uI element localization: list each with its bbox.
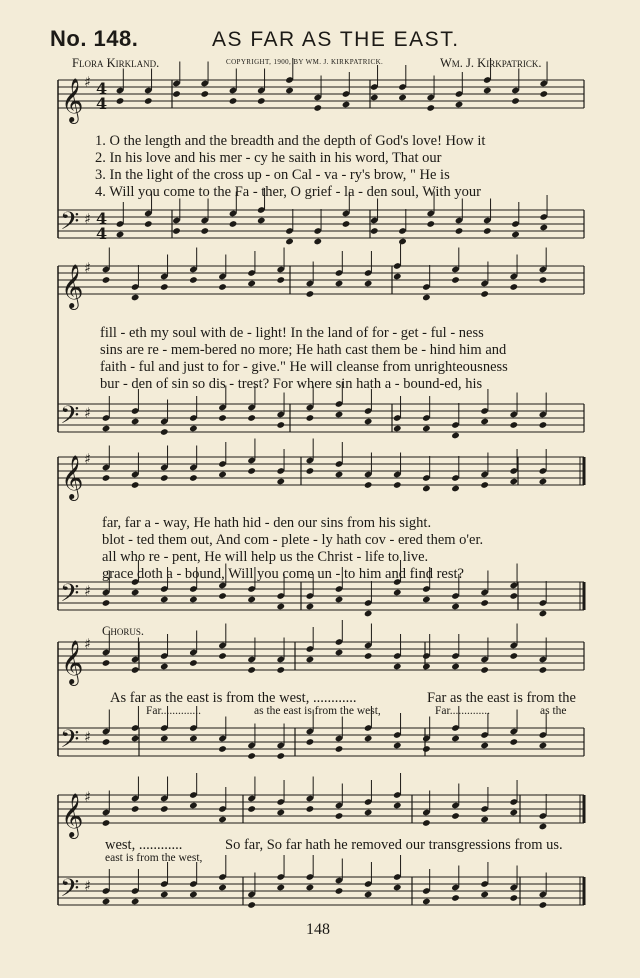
chorus-bass-echo-5: east is from the west, bbox=[105, 852, 203, 864]
note-head bbox=[393, 802, 402, 810]
note-head bbox=[393, 425, 402, 433]
note-head bbox=[160, 596, 169, 604]
lyricist-credit: Flora Kirkland. bbox=[72, 56, 160, 70]
note-head bbox=[306, 603, 315, 611]
bass-clef: 𝄢 bbox=[60, 725, 80, 760]
note-head bbox=[393, 742, 402, 750]
verse-4-line-3: grace doth a - bound, Will you come un - to him and find rest? bbox=[102, 566, 464, 582]
bass-clef: 𝄢 bbox=[60, 207, 80, 242]
chorus-line-1-lyric: As far as the east is from the west, ............ bbox=[110, 690, 357, 706]
note-head bbox=[364, 891, 373, 899]
note-head bbox=[285, 87, 294, 95]
note-head bbox=[218, 471, 227, 479]
key-signature-sharp: ♯ bbox=[84, 405, 91, 422]
note-head bbox=[398, 94, 407, 102]
chorus-bass-echo-1: Far.............. bbox=[146, 705, 201, 717]
verse-3-line-3: all who re - pent, He will help us the Christ - life to live. bbox=[102, 549, 429, 565]
note-head bbox=[393, 663, 402, 671]
note-head bbox=[511, 97, 520, 105]
note-head bbox=[398, 238, 407, 246]
note-head bbox=[160, 283, 169, 291]
note-head bbox=[102, 599, 111, 607]
key-signature-sharp: ♯ bbox=[84, 74, 91, 91]
verse-1-line-1: 1. O the length and the breadth and the depth of God's love! How it bbox=[95, 133, 486, 149]
note-head bbox=[370, 227, 379, 235]
note-head bbox=[200, 227, 209, 235]
note-head bbox=[426, 220, 435, 228]
verse-4-line-1: 4. Will you come to the Fa - ther, O grief - la - den soul, With your bbox=[95, 184, 481, 200]
note-head bbox=[276, 666, 285, 674]
note-head bbox=[144, 220, 153, 228]
note-head bbox=[370, 94, 379, 102]
note-head bbox=[364, 481, 373, 489]
note-head bbox=[509, 809, 518, 817]
note-head bbox=[539, 90, 548, 98]
note-head bbox=[218, 745, 227, 753]
note-head bbox=[102, 819, 111, 827]
note-head bbox=[257, 97, 266, 105]
chorus-line-2-lyric-a: west, ............ bbox=[105, 837, 183, 853]
note-head bbox=[509, 652, 518, 660]
note-head bbox=[172, 90, 181, 98]
note-head bbox=[422, 425, 431, 433]
note-head bbox=[451, 812, 460, 820]
note-head bbox=[160, 663, 169, 671]
note-head bbox=[131, 735, 140, 743]
note-head bbox=[313, 238, 322, 246]
note-head bbox=[480, 891, 489, 899]
note-head bbox=[276, 421, 285, 429]
note-head bbox=[364, 652, 373, 660]
key-signature-sharp: ♯ bbox=[84, 583, 91, 600]
note-head bbox=[335, 471, 344, 479]
note-head bbox=[276, 752, 285, 760]
note-head bbox=[364, 418, 373, 426]
note-head bbox=[364, 280, 373, 288]
note-head bbox=[480, 599, 489, 607]
note-head bbox=[306, 290, 315, 298]
note-head bbox=[455, 227, 464, 235]
note-head bbox=[189, 425, 198, 433]
note-head bbox=[364, 735, 373, 743]
note-head bbox=[426, 104, 435, 112]
note-head bbox=[480, 418, 489, 426]
note-head bbox=[200, 90, 209, 98]
note-head bbox=[247, 666, 256, 674]
bass-clef: 𝄢 bbox=[60, 874, 80, 909]
note-head bbox=[509, 478, 518, 486]
verse-3-line-1: 3. In the light of the cross up - on Cal - va - ry's brow, " He is bbox=[95, 167, 450, 183]
note-head bbox=[335, 887, 344, 895]
key-signature-sharp: ♯ bbox=[84, 636, 91, 653]
treble-clef: 𝄞 bbox=[61, 793, 84, 837]
note-head bbox=[393, 481, 402, 489]
note-head bbox=[393, 884, 402, 892]
note-head bbox=[247, 752, 256, 760]
verse-1-line-2: fill - eth my soul with de - light! In the land of for - get - ful - ness bbox=[100, 325, 484, 341]
note-head bbox=[335, 280, 344, 288]
note-head bbox=[131, 898, 140, 906]
note-head bbox=[218, 414, 227, 422]
note-head bbox=[480, 290, 489, 298]
note-head bbox=[539, 901, 548, 909]
note-head bbox=[257, 217, 266, 225]
note-head bbox=[422, 663, 431, 671]
note-head bbox=[509, 592, 518, 600]
note-head bbox=[539, 823, 548, 831]
note-head bbox=[102, 898, 111, 906]
note-head bbox=[480, 742, 489, 750]
note-head bbox=[160, 735, 169, 743]
time-signature: 4 bbox=[96, 94, 108, 113]
note-head bbox=[364, 809, 373, 817]
note-head bbox=[189, 659, 198, 667]
note-head bbox=[102, 425, 111, 433]
note-head bbox=[276, 478, 285, 486]
verse-2-line-2: sins are re - mem-bered no more; He hath cast them be - hind him and bbox=[100, 342, 507, 358]
key-signature-sharp: ♯ bbox=[84, 789, 91, 806]
note-head bbox=[422, 485, 431, 493]
note-head bbox=[539, 666, 548, 674]
note-head bbox=[480, 816, 489, 824]
note-head bbox=[306, 805, 315, 813]
note-head bbox=[306, 884, 315, 892]
note-head bbox=[306, 738, 315, 746]
note-head bbox=[539, 224, 548, 232]
note-head bbox=[539, 742, 548, 750]
note-head bbox=[189, 596, 198, 604]
treble-clef: 𝄞 bbox=[61, 640, 84, 684]
note-head bbox=[131, 481, 140, 489]
time-signature: 4 bbox=[96, 209, 108, 228]
note-head bbox=[451, 663, 460, 671]
note-head bbox=[451, 485, 460, 493]
note-head bbox=[247, 414, 256, 422]
note-head bbox=[509, 421, 518, 429]
chorus-bass-echo-4: as the bbox=[540, 705, 567, 717]
note-head bbox=[247, 467, 256, 475]
note-head bbox=[306, 656, 315, 664]
bass-clef: 𝄢 bbox=[60, 401, 80, 436]
note-head bbox=[131, 589, 140, 597]
note-head bbox=[189, 735, 198, 743]
note-head bbox=[247, 901, 256, 909]
note-head bbox=[276, 809, 285, 817]
chorus-label: Chorus. bbox=[102, 624, 144, 638]
note-head bbox=[422, 819, 431, 827]
note-head bbox=[335, 649, 344, 657]
note-head bbox=[144, 97, 153, 105]
note-head bbox=[451, 894, 460, 902]
note-head bbox=[509, 894, 518, 902]
note-head bbox=[451, 603, 460, 611]
note-head bbox=[393, 589, 402, 597]
note-head bbox=[247, 805, 256, 813]
note-head bbox=[218, 816, 227, 824]
bass-clef: 𝄢 bbox=[60, 579, 80, 614]
time-signature: 4 bbox=[96, 224, 108, 243]
copyright-notice: COPYRIGHT, 1900, BY WM. J. KIRKPATRICK. bbox=[226, 58, 384, 66]
note-head bbox=[116, 97, 125, 105]
note-head bbox=[247, 280, 256, 288]
key-signature-sharp: ♯ bbox=[84, 260, 91, 277]
chorus-line-1-lyric-b: Far as the east is from the bbox=[427, 690, 576, 706]
note-head bbox=[335, 411, 344, 419]
note-head bbox=[342, 220, 351, 228]
note-head bbox=[539, 478, 548, 486]
note-head bbox=[218, 884, 227, 892]
note-head bbox=[539, 610, 548, 618]
note-head bbox=[131, 418, 140, 426]
key-signature-sharp: ♯ bbox=[84, 451, 91, 468]
key-signature-sharp: ♯ bbox=[84, 211, 91, 228]
key-signature-sharp: ♯ bbox=[84, 878, 91, 895]
note-head bbox=[483, 87, 492, 95]
note-head bbox=[276, 603, 285, 611]
treble-clef: 𝄞 bbox=[61, 264, 84, 308]
note-head bbox=[160, 891, 169, 899]
note-head bbox=[451, 735, 460, 743]
note-head bbox=[189, 276, 198, 284]
key-signature-sharp: ♯ bbox=[84, 729, 91, 746]
note-head bbox=[393, 273, 402, 281]
note-head bbox=[480, 481, 489, 489]
note-head bbox=[509, 738, 518, 746]
verse-3-line-2: faith - ful and just to for - give." He will cleanse from unrighteousness bbox=[100, 359, 508, 375]
note-head bbox=[285, 238, 294, 246]
note-head bbox=[364, 610, 373, 618]
note-head bbox=[306, 414, 315, 422]
chorus-line-2-lyric-b: So far, So far hath he removed our transgressions from us. bbox=[225, 837, 563, 853]
note-head bbox=[511, 231, 520, 239]
note-head bbox=[483, 227, 492, 235]
note-head bbox=[335, 745, 344, 753]
note-head bbox=[422, 745, 431, 753]
note-head bbox=[422, 596, 431, 604]
note-head bbox=[229, 220, 238, 228]
note-head bbox=[451, 432, 460, 440]
composer-credit: Wm. J. Kirkpatrick. bbox=[440, 56, 542, 70]
hymn-number: No. 148. bbox=[50, 26, 139, 51]
note-head bbox=[276, 884, 285, 892]
treble-clef: 𝄞 bbox=[61, 78, 84, 122]
note-head bbox=[160, 474, 169, 482]
note-head bbox=[276, 276, 285, 284]
note-head bbox=[218, 652, 227, 660]
note-head bbox=[306, 467, 315, 475]
time-signature: 4 bbox=[96, 79, 108, 98]
note-head bbox=[313, 104, 322, 112]
note-head bbox=[247, 596, 256, 604]
note-head bbox=[172, 227, 181, 235]
note-head bbox=[451, 276, 460, 284]
verse-1-line-3: far, far a - way, He hath hid - den our sins from his sight. bbox=[102, 515, 432, 531]
treble-clef: 𝄞 bbox=[61, 455, 84, 499]
note-head bbox=[335, 812, 344, 820]
note-head bbox=[539, 421, 548, 429]
verse-2-line-3: blot - ted them out, And com - plete - ly hath cov - ered them o'er. bbox=[102, 532, 484, 548]
hymn-title: AS FAR AS THE EAST. bbox=[212, 28, 460, 51]
note-head bbox=[160, 428, 169, 436]
page-number: 148 bbox=[306, 921, 330, 938]
note-head bbox=[102, 474, 111, 482]
note-head bbox=[539, 276, 548, 284]
note-head bbox=[422, 898, 431, 906]
note-head bbox=[189, 891, 198, 899]
note-head bbox=[102, 659, 111, 667]
note-head bbox=[422, 294, 431, 302]
note-head bbox=[480, 666, 489, 674]
note-head bbox=[131, 805, 140, 813]
note-head bbox=[342, 101, 351, 109]
note-head bbox=[160, 805, 169, 813]
note-head bbox=[189, 474, 198, 482]
note-head bbox=[229, 97, 238, 105]
note-head bbox=[218, 283, 227, 291]
chorus-bass-echo-2: as the east is from the west, bbox=[254, 705, 381, 717]
note-head bbox=[218, 592, 227, 600]
note-head bbox=[116, 231, 125, 239]
note-head bbox=[102, 276, 111, 284]
note-head bbox=[455, 101, 464, 109]
note-head bbox=[131, 666, 140, 674]
note-head bbox=[509, 283, 518, 291]
note-head bbox=[102, 738, 111, 746]
note-head bbox=[335, 596, 344, 604]
verse-2-line-1: 2. In his love and his mer - cy he saith in his word, That our bbox=[95, 150, 442, 166]
note-head bbox=[189, 802, 198, 810]
chorus-bass-echo-3: Far.............. bbox=[435, 705, 490, 717]
note-head bbox=[131, 294, 140, 302]
verse-4-line-2: bur - den of sin so dis - trest? For where sin hath a - bound-ed, his bbox=[100, 376, 483, 392]
